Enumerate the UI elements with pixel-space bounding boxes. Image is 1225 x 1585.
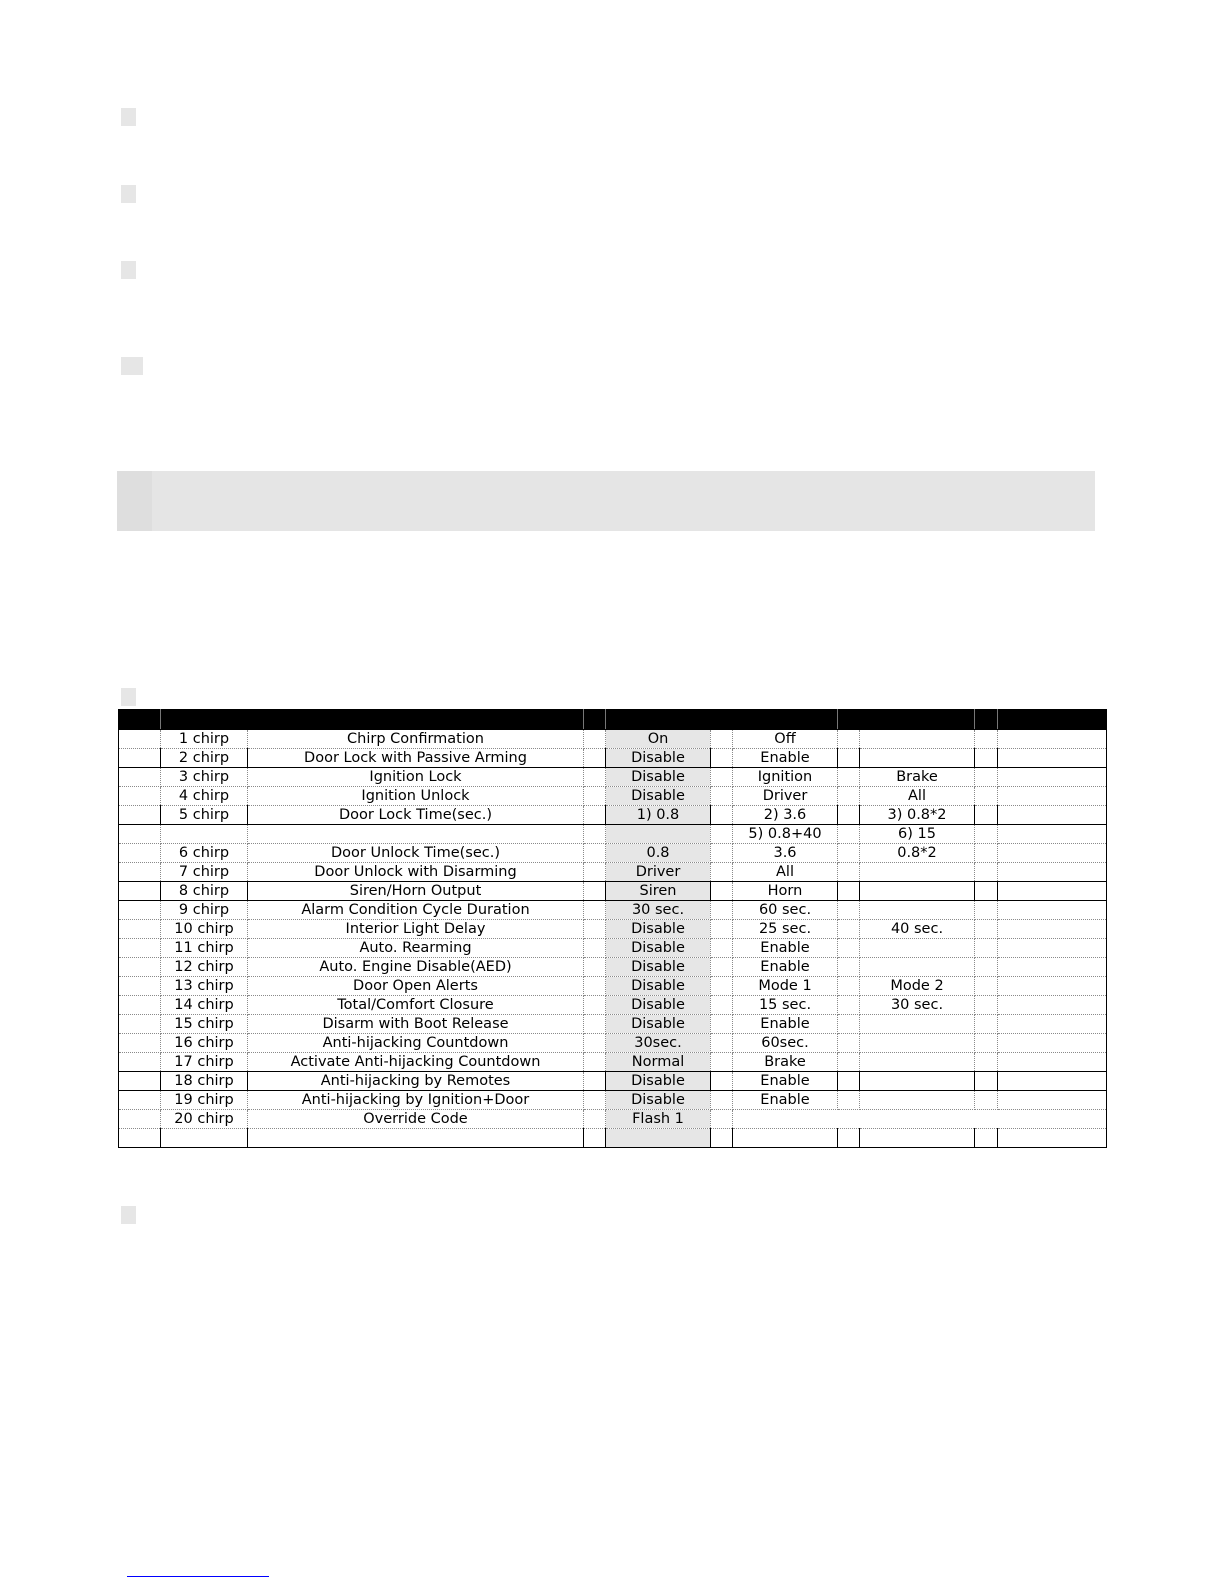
- option2-cell: 25 sec.: [733, 920, 838, 939]
- feature-cell: Anti-hijacking by Ignition+Door: [248, 1091, 584, 1110]
- option3-cell: [860, 882, 975, 901]
- feature-cell: [248, 825, 584, 844]
- default-cell: Disable: [606, 977, 711, 996]
- table-row: [119, 1034, 1107, 1053]
- header-cell: [860, 710, 975, 730]
- option3-cell: [860, 958, 975, 977]
- default-cell: Disable: [606, 939, 711, 958]
- option2-cell: 3.6: [733, 844, 838, 863]
- chirp-cell: 1 chirp: [161, 730, 248, 749]
- option3-cell: 30 sec.: [860, 996, 975, 1015]
- header-cell: [248, 710, 584, 730]
- option2-cell: Brake: [733, 1053, 838, 1072]
- default-cell: Driver: [606, 863, 711, 882]
- feature-cell: Door Open Alerts: [248, 977, 584, 996]
- feature-cell: Activate Anti-hijacking Countdown: [248, 1053, 584, 1072]
- header-cell: [584, 710, 606, 730]
- table-row: [119, 768, 1107, 787]
- option3-cell: 40 sec.: [860, 920, 975, 939]
- table-row: [119, 958, 1107, 977]
- table-header-row: [119, 710, 1107, 730]
- option2-cell: Enable: [733, 958, 838, 977]
- table-row: [119, 1053, 1107, 1072]
- option2-cell: Driver: [733, 787, 838, 806]
- option3-cell: 3) 0.8*2: [860, 806, 975, 825]
- footer-link-underline[interactable]: [127, 1576, 269, 1577]
- chirp-cell: 4 chirp: [161, 787, 248, 806]
- default-cell: 30 sec.: [606, 901, 711, 920]
- option3-cell: [860, 901, 975, 920]
- chirp-cell: 20 chirp: [161, 1110, 248, 1129]
- feature-cell: Door Lock Time(sec.): [248, 806, 584, 825]
- option2-cell: All: [733, 863, 838, 882]
- default-cell: Disable: [606, 768, 711, 787]
- chirp-cell: 11 chirp: [161, 939, 248, 958]
- default-cell: 30sec.: [606, 1034, 711, 1053]
- table-row: [119, 1110, 1107, 1129]
- feature-cell: Disarm with Boot Release: [248, 1015, 584, 1034]
- section-heading-tab: [117, 471, 152, 531]
- table-row: [119, 1129, 1107, 1148]
- feature-cell: Total/Comfort Closure: [248, 996, 584, 1015]
- feature-cell: Siren/Horn Output: [248, 882, 584, 901]
- feature-cell: Anti-hijacking by Remotes: [248, 1072, 584, 1091]
- option2-cell: Mode 1: [733, 977, 838, 996]
- feature-cell: Ignition Unlock: [248, 787, 584, 806]
- chirp-cell: 12 chirp: [161, 958, 248, 977]
- table-row: [119, 1072, 1107, 1091]
- option2-cell: Enable: [733, 1015, 838, 1034]
- bullet-marker-6: [121, 1206, 136, 1224]
- option3-cell: Brake: [860, 768, 975, 787]
- option2-cell: Enable: [733, 1091, 838, 1110]
- table-row: [119, 825, 1107, 844]
- chirp-cell: 18 chirp: [161, 1072, 248, 1091]
- header-cell: [733, 710, 838, 730]
- chirp-cell: 16 chirp: [161, 1034, 248, 1053]
- chirp-cell: 19 chirp: [161, 1091, 248, 1110]
- default-cell: Normal: [606, 1053, 711, 1072]
- header-cell: [838, 710, 860, 730]
- table-row: [119, 882, 1107, 901]
- bullet-marker-4: [121, 357, 143, 375]
- table-row: [119, 977, 1107, 996]
- chirp-cell: 2 chirp: [161, 749, 248, 768]
- option3-cell: [860, 730, 975, 749]
- chirp-cell: 3 chirp: [161, 768, 248, 787]
- table-row: [119, 920, 1107, 939]
- section-heading-banner: [117, 471, 1095, 531]
- header-cell: [998, 710, 1107, 730]
- option2-cell: Enable: [733, 749, 838, 768]
- option3-cell: [860, 1015, 975, 1034]
- chirp-cell: 6 chirp: [161, 844, 248, 863]
- option2-cell: 15 sec.: [733, 996, 838, 1015]
- default-cell: [606, 825, 711, 844]
- option2-cell: 60 sec.: [733, 901, 838, 920]
- option3-cell: [860, 1053, 975, 1072]
- chirp-cell: 7 chirp: [161, 863, 248, 882]
- feature-cell: Auto. Engine Disable(AED): [248, 958, 584, 977]
- header-cell: [711, 710, 733, 730]
- feature-cell: Ignition Lock: [248, 768, 584, 787]
- default-cell: Disable: [606, 1015, 711, 1034]
- table-row: [119, 901, 1107, 920]
- header-cell: [119, 710, 161, 730]
- bullet-marker-3: [121, 261, 136, 279]
- feature-cell: Chirp Confirmation: [248, 730, 584, 749]
- chirp-cell: 5 chirp: [161, 806, 248, 825]
- header-cell: [161, 710, 248, 730]
- chirp-cell: 14 chirp: [161, 996, 248, 1015]
- option2-cell: Enable: [733, 1072, 838, 1091]
- default-cell: Disable: [606, 787, 711, 806]
- table-row: [119, 1091, 1107, 1110]
- table-row: [119, 1015, 1107, 1034]
- option3-cell: [860, 1034, 975, 1053]
- header-cell: [975, 710, 998, 730]
- table-row: [119, 996, 1107, 1015]
- option2-cell: 5) 0.8+40: [733, 825, 838, 844]
- default-cell: 1) 0.8: [606, 806, 711, 825]
- option3-cell: All: [860, 787, 975, 806]
- default-cell: Disable: [606, 920, 711, 939]
- option3-cell: [860, 1091, 975, 1110]
- default-cell: Siren: [606, 882, 711, 901]
- table-row: [119, 787, 1107, 806]
- header-cell: [606, 710, 711, 730]
- option3-cell: Mode 2: [860, 977, 975, 996]
- bullet-marker-2: [121, 185, 136, 203]
- feature-cell: Door Lock with Passive Arming: [248, 749, 584, 768]
- default-cell: Disable: [606, 958, 711, 977]
- feature-cell: Alarm Condition Cycle Duration: [248, 901, 584, 920]
- option2-cell: Ignition: [733, 768, 838, 787]
- default-cell: Flash 1: [606, 1110, 711, 1129]
- feature-cell: Door Unlock with Disarming: [248, 863, 584, 882]
- feature-cell: Override Code: [248, 1110, 584, 1129]
- table-row: [119, 844, 1107, 863]
- bullet-marker-1: [121, 108, 136, 126]
- chirp-cell: 9 chirp: [161, 901, 248, 920]
- chirp-cell: 8 chirp: [161, 882, 248, 901]
- chirp-cell: 15 chirp: [161, 1015, 248, 1034]
- default-cell: Disable: [606, 1091, 711, 1110]
- chirp-cell: [161, 825, 248, 844]
- option3-cell: [860, 863, 975, 882]
- chirp-cell: 13 chirp: [161, 977, 248, 996]
- table-row: [119, 806, 1107, 825]
- programming-table: [118, 709, 1107, 1148]
- option2-cell: 2) 3.6: [733, 806, 838, 825]
- option2-cell: 60sec.: [733, 1034, 838, 1053]
- chirp-cell: 10 chirp: [161, 920, 248, 939]
- table-row: [119, 730, 1107, 749]
- default-cell: On: [606, 730, 711, 749]
- option2-cell: Enable: [733, 939, 838, 958]
- option2-cell: Off: [733, 730, 838, 749]
- option3-cell: [860, 749, 975, 768]
- table-row: [119, 939, 1107, 958]
- feature-cell: Anti-hijacking Countdown: [248, 1034, 584, 1053]
- option2-cell: [733, 1110, 1107, 1129]
- option3-cell: 6) 15: [860, 825, 975, 844]
- default-cell: Disable: [606, 749, 711, 768]
- default-cell: 0.8: [606, 844, 711, 863]
- bullet-marker-5: [121, 688, 136, 706]
- table-row: [119, 863, 1107, 882]
- default-cell: Disable: [606, 996, 711, 1015]
- option3-cell: [860, 1072, 975, 1091]
- default-cell: Disable: [606, 1072, 711, 1091]
- chirp-cell: 17 chirp: [161, 1053, 248, 1072]
- feature-cell: Door Unlock Time(sec.): [248, 844, 584, 863]
- option3-cell: 0.8*2: [860, 844, 975, 863]
- option2-cell: Horn: [733, 882, 838, 901]
- feature-cell: Interior Light Delay: [248, 920, 584, 939]
- feature-cell: Auto. Rearming: [248, 939, 584, 958]
- table-row: [119, 749, 1107, 768]
- option3-cell: [860, 939, 975, 958]
